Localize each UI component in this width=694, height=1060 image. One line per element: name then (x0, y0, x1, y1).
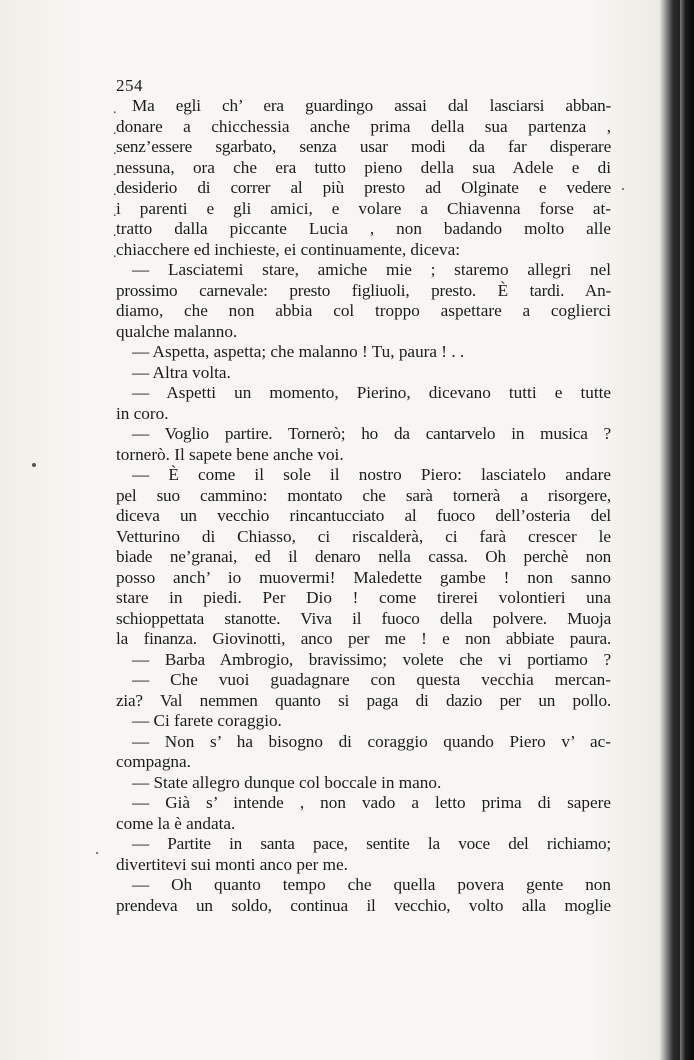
page-number: 254 (116, 76, 143, 95)
text-line: posso anch’ io muovermi! Maledette gambe ! non sanno (116, 567, 611, 587)
text-line: come la è andata. (116, 813, 236, 833)
body-text (116, 96, 611, 916)
margin-mark: . (113, 246, 117, 261)
text-line: — Aspetti un momento, Pierino, dicevano tutti e tutte (132, 383, 611, 402)
text-line: zia? Val nemmen quanto si paga di dazio per un pollo. (116, 690, 611, 710)
text-line: diamo, che non abbia col troppo aspettare a coglierci (116, 301, 611, 320)
text-line: — Voglio partire. Tornerò; ho da cantarvelo in musica ? (132, 424, 611, 443)
text-line: schioppettata stanotte. Viva il fuoco della polvere. Muoja (116, 608, 611, 628)
margin-mark: . (113, 164, 117, 179)
text-line: la finanza. Giovinotti, anco per me ! e non abbiate paura. (116, 629, 611, 648)
text-line: senz’essere sgarbato, senza usar modi da far disperare (116, 137, 611, 156)
text-line: stare in piedi. Per Dio ! come tirerei volontieri una (116, 588, 611, 607)
text-line: diceva un vecchio rincantucciato al fuoco dell’osteria del (116, 506, 611, 525)
text-line: compagna. (116, 752, 191, 771)
text-line: in coro. (116, 403, 169, 423)
text-line: tornerò. Il sapete bene anche voi. (116, 444, 344, 464)
text-line: biade ne’granai, ed il denaro nella cassa. Oh perchè non (116, 547, 611, 566)
margin-mark: . (113, 143, 117, 158)
text-line: — Lasciatemi stare, amiche mie ; staremo allegri nel (132, 260, 611, 279)
text-line: desiderio di correr al più presto ad Olginate e vedere (116, 178, 611, 197)
text-line: prendeva un soldo, continua il vecchio, volto alla moglie (116, 895, 611, 915)
text-line: i parenti e gli amici, e volare a Chiavenna forse at- (116, 198, 611, 218)
text-line: pel suo cammino: montato che sarà tornerà a risorgere, (116, 485, 611, 505)
text-line: chiacchere ed inchieste, ei continuamente, diceva: (116, 239, 461, 259)
text-line: — Oh quanto tempo che quella povera gente non (132, 875, 611, 894)
ink-speck (32, 463, 36, 467)
text-line: — Altra volta. (132, 362, 231, 382)
ink-speck (622, 188, 624, 190)
margin-mark: . (113, 184, 117, 199)
text-line: — Aspetta, aspetta; che malanno ! Tu, paura ! . . (132, 342, 465, 361)
text-line: qualche malanno. (116, 321, 238, 341)
text-line: divertitevi sui monti anco per me. (116, 854, 348, 874)
text-line: nessuna, ora che era tutto pieno della sua Adele e di (116, 157, 611, 177)
text-line: — Partite in santa pace, sentite la voce del richiamo; (132, 834, 611, 853)
ink-speck (96, 852, 98, 854)
text-line: prossimo carnevale: presto figliuoli, presto. È tardi. An- (116, 280, 611, 300)
text-line: — Non s’ ha bisogno di coraggio quando Piero v’ ac- (132, 731, 611, 751)
page-shadow-edge (680, 0, 694, 1060)
margin-mark: . (113, 102, 117, 117)
text-line: — Barba Ambrogio, bravissimo; volete che vi portiamo ? (132, 649, 611, 669)
text-line: Ma egli ch’ era guardingo assai dal lasciarsi abban- (132, 96, 611, 115)
text-line: donare a chicchessia anche prima della sua partenza , (116, 116, 611, 136)
margin-mark: . (113, 205, 117, 220)
margin-mark: . (113, 225, 117, 240)
text-line: tratto dalla piccante Lucia , non badando molto alle (116, 219, 611, 238)
text-line: — Ci farete coraggio. (132, 711, 282, 730)
text-line: — Già s’ intende , non vado a letto prima di sapere (132, 793, 611, 812)
margin-mark: . (113, 123, 117, 138)
text-line: — Che vuoi guadagnare con questa vecchia mercan- (132, 670, 611, 689)
text-line: — È come il sole il nostro Piero: lasciatelo andare (132, 465, 611, 484)
text-line: — State allegro dunque col boccale in mano. (132, 772, 442, 792)
text-line: Vetturino di Chiasso, ci riscalderà, ci farà crescer le (116, 526, 611, 546)
